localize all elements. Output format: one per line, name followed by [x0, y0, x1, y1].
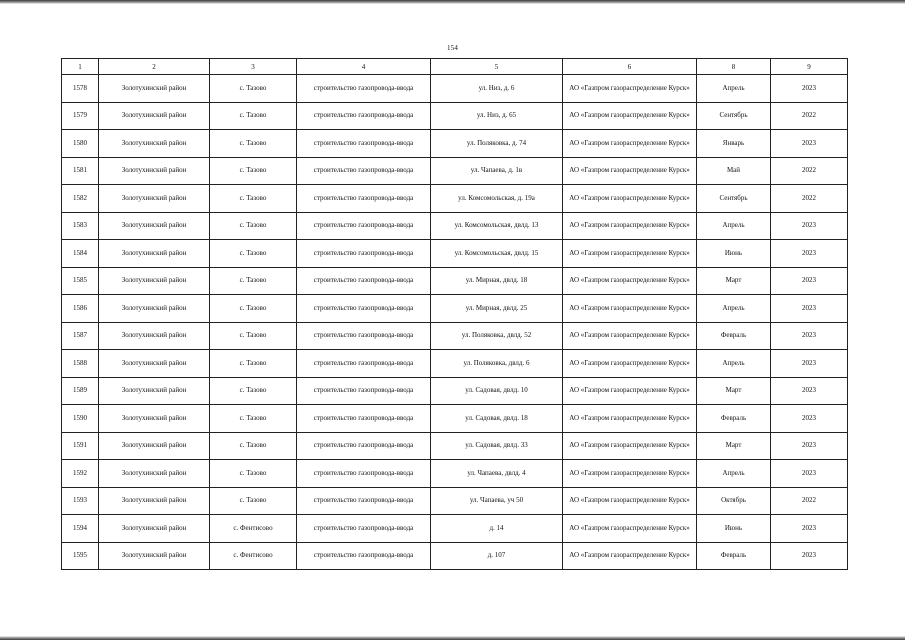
row-number-cell: 1580: [62, 130, 99, 158]
year-cell: 2023: [771, 377, 848, 405]
address-cell: ул. Поляковка, д. 74: [431, 130, 563, 158]
month-cell: Октябрь: [697, 487, 771, 515]
settlement-cell: с. Тазово: [210, 267, 297, 295]
year-cell: 2023: [771, 322, 848, 350]
address-cell: ул. Мирная, двлд. 25: [431, 295, 563, 323]
month-cell: Июнь: [697, 515, 771, 543]
district-cell: Золотухинский район: [99, 267, 210, 295]
work-type-cell: строительство газопровода-ввода: [297, 75, 431, 103]
table-row: [62, 102, 848, 130]
address-cell: ул. Чапаева, д. 1в: [431, 157, 563, 185]
district-cell: Золотухинский район: [99, 212, 210, 240]
organization-cell: АО «Газпром газораспределение Курск»: [563, 322, 697, 350]
settlement-cell: с. Тазово: [210, 212, 297, 240]
organization-cell: АО «Газпром газораспределение Курск»: [563, 377, 697, 405]
work-type-cell: строительство газопровода-ввода: [297, 157, 431, 185]
district-cell: Золотухинский район: [99, 542, 210, 570]
table-row: [62, 157, 848, 185]
work-type-cell: строительство газопровода-ввода: [297, 515, 431, 543]
address-cell: ул. Низ, д. 6: [431, 75, 563, 103]
organization-cell: АО «Газпром газораспределение Курск»: [563, 350, 697, 378]
month-cell: Июнь: [697, 240, 771, 268]
year-cell: 2023: [771, 267, 848, 295]
work-type-cell: строительство газопровода-ввода: [297, 350, 431, 378]
table-row: [62, 432, 848, 460]
table-row: [62, 322, 848, 350]
table-row: [62, 212, 848, 240]
year-cell: 2023: [771, 130, 848, 158]
district-cell: Золотухинский район: [99, 130, 210, 158]
year-cell: 2023: [771, 515, 848, 543]
address-cell: ул. Мирная, двлд. 18: [431, 267, 563, 295]
table-row: [62, 515, 848, 543]
table-row: [62, 295, 848, 323]
year-cell: 2022: [771, 185, 848, 213]
row-number-cell: 1593: [62, 487, 99, 515]
row-number-cell: 1590: [62, 405, 99, 433]
district-cell: Золотухинский район: [99, 487, 210, 515]
work-type-cell: строительство газопровода-ввода: [297, 295, 431, 323]
district-cell: Золотухинский район: [99, 240, 210, 268]
address-cell: ул. Чапаева, уч 50: [431, 487, 563, 515]
work-type-cell: строительство газопровода-ввода: [297, 405, 431, 433]
page-number: 154: [446, 44, 459, 52]
table-header-row: [62, 59, 848, 75]
month-cell: Февраль: [697, 405, 771, 433]
settlement-cell: с. Тазово: [210, 240, 297, 268]
address-cell: ул. Поляковка, двлд. 52: [431, 322, 563, 350]
work-type-cell: строительство газопровода-ввода: [297, 487, 431, 515]
organization-cell: АО «Газпром газораспределение Курск»: [563, 75, 697, 103]
organization-cell: АО «Газпром газораспределение Курск»: [563, 212, 697, 240]
row-number-cell: 1589: [62, 377, 99, 405]
month-cell: Апрель: [697, 460, 771, 488]
scan-edge-bottom: [0, 636, 905, 640]
organization-cell: АО «Газпром газораспределение Курск»: [563, 240, 697, 268]
work-type-cell: строительство газопровода-ввода: [297, 185, 431, 213]
district-cell: Золотухинский район: [99, 377, 210, 405]
address-cell: ул. Садовая, двлд. 10: [431, 377, 563, 405]
organization-cell: АО «Газпром газораспределение Курск»: [563, 432, 697, 460]
settlement-cell: с. Тазово: [210, 405, 297, 433]
column-header: 4: [297, 59, 431, 75]
row-number-cell: 1588: [62, 350, 99, 378]
district-cell: Золотухинский район: [99, 157, 210, 185]
district-cell: Золотухинский район: [99, 515, 210, 543]
table-row: [62, 542, 848, 570]
year-cell: 2023: [771, 542, 848, 570]
work-type-cell: строительство газопровода-ввода: [297, 102, 431, 130]
month-cell: Март: [697, 432, 771, 460]
settlement-cell: с. Тазово: [210, 350, 297, 378]
organization-cell: АО «Газпром газораспределение Курск»: [563, 267, 697, 295]
row-number-cell: 1579: [62, 102, 99, 130]
row-number-cell: 1594: [62, 515, 99, 543]
row-number-cell: 1586: [62, 295, 99, 323]
row-number-cell: 1585: [62, 267, 99, 295]
work-type-cell: строительство газопровода-ввода: [297, 322, 431, 350]
month-cell: Сентябрь: [697, 102, 771, 130]
table-row: [62, 377, 848, 405]
month-cell: Март: [697, 267, 771, 295]
district-cell: Золотухинский район: [99, 350, 210, 378]
year-cell: 2023: [771, 460, 848, 488]
column-header: 3: [210, 59, 297, 75]
column-header: 8: [697, 59, 771, 75]
year-cell: 2023: [771, 405, 848, 433]
settlement-cell: с. Тазово: [210, 295, 297, 323]
address-cell: ул. Комсомольская, двлд. 13: [431, 212, 563, 240]
organization-cell: АО «Газпром газораспределение Курск»: [563, 542, 697, 570]
settlement-cell: с. Тазово: [210, 377, 297, 405]
organization-cell: АО «Газпром газораспределение Курск»: [563, 185, 697, 213]
month-cell: Май: [697, 157, 771, 185]
settlement-cell: с. Тазово: [210, 322, 297, 350]
year-cell: 2023: [771, 295, 848, 323]
month-cell: Март: [697, 377, 771, 405]
year-cell: 2023: [771, 350, 848, 378]
address-cell: д. 107: [431, 542, 563, 570]
month-cell: Апрель: [697, 212, 771, 240]
column-header: 6: [563, 59, 697, 75]
settlement-cell: с. Тазово: [210, 102, 297, 130]
year-cell: 2022: [771, 102, 848, 130]
organization-cell: АО «Газпром газораспределение Курск»: [563, 157, 697, 185]
settlement-cell: с. Тазово: [210, 130, 297, 158]
work-type-cell: строительство газопровода-ввода: [297, 432, 431, 460]
settlement-cell: с. Тазово: [210, 460, 297, 488]
organization-cell: АО «Газпром газораспределение Курск»: [563, 295, 697, 323]
settlement-cell: с. Фентисово: [210, 542, 297, 570]
year-cell: 2022: [771, 157, 848, 185]
scan-edge-top: [0, 0, 905, 4]
organization-cell: АО «Газпром газораспределение Курск»: [563, 487, 697, 515]
district-cell: Золотухинский район: [99, 322, 210, 350]
register-table: [61, 58, 848, 570]
work-type-cell: строительство газопровода-ввода: [297, 460, 431, 488]
address-cell: ул. Поляковка, двлд. 6: [431, 350, 563, 378]
row-number-cell: 1581: [62, 157, 99, 185]
address-cell: ул. Чапаева, двлд. 4: [431, 460, 563, 488]
table-row: [62, 267, 848, 295]
district-cell: Золотухинский район: [99, 405, 210, 433]
month-cell: Январь: [697, 130, 771, 158]
work-type-cell: строительство газопровода-ввода: [297, 212, 431, 240]
settlement-cell: с. Тазово: [210, 157, 297, 185]
address-cell: ул. Низ, д. 65: [431, 102, 563, 130]
settlement-cell: с. Фентисово: [210, 515, 297, 543]
month-cell: Апрель: [697, 350, 771, 378]
row-number-cell: 1595: [62, 542, 99, 570]
row-number-cell: 1583: [62, 212, 99, 240]
organization-cell: АО «Газпром газораспределение Курск»: [563, 460, 697, 488]
row-number-cell: 1584: [62, 240, 99, 268]
settlement-cell: с. Тазово: [210, 185, 297, 213]
row-number-cell: 1591: [62, 432, 99, 460]
year-cell: 2022: [771, 487, 848, 515]
organization-cell: АО «Газпром газораспределение Курск»: [563, 102, 697, 130]
address-cell: ул. Комсомольская, двлд. 15: [431, 240, 563, 268]
table-row: [62, 185, 848, 213]
table-row: [62, 350, 848, 378]
table-row: [62, 75, 848, 103]
month-cell: Февраль: [697, 542, 771, 570]
organization-cell: АО «Газпром газораспределение Курск»: [563, 130, 697, 158]
year-cell: 2023: [771, 432, 848, 460]
work-type-cell: строительство газопровода-ввода: [297, 130, 431, 158]
column-header: 1: [62, 59, 99, 75]
year-cell: 2023: [771, 240, 848, 268]
year-cell: 2023: [771, 75, 848, 103]
row-number-cell: 1578: [62, 75, 99, 103]
work-type-cell: строительство газопровода-ввода: [297, 240, 431, 268]
column-header: 5: [431, 59, 563, 75]
work-type-cell: строительство газопровода-ввода: [297, 377, 431, 405]
month-cell: Февраль: [697, 322, 771, 350]
district-cell: Золотухинский район: [99, 460, 210, 488]
table-row: [62, 240, 848, 268]
table-row: [62, 487, 848, 515]
address-cell: ул. Комсомольская, д. 19а: [431, 185, 563, 213]
table-body: [62, 75, 848, 570]
table-row: [62, 405, 848, 433]
month-cell: Апрель: [697, 295, 771, 323]
row-number-cell: 1582: [62, 185, 99, 213]
organization-cell: АО «Газпром газораспределение Курск»: [563, 515, 697, 543]
address-cell: ул. Садовая, двлд. 18: [431, 405, 563, 433]
organization-cell: АО «Газпром газораспределение Курск»: [563, 405, 697, 433]
district-cell: Золотухинский район: [99, 295, 210, 323]
table-row: [62, 130, 848, 158]
settlement-cell: с. Тазово: [210, 432, 297, 460]
district-cell: Золотухинский район: [99, 75, 210, 103]
row-number-cell: 1587: [62, 322, 99, 350]
year-cell: 2023: [771, 212, 848, 240]
column-header: 2: [99, 59, 210, 75]
work-type-cell: строительство газопровода-ввода: [297, 267, 431, 295]
table-row: [62, 460, 848, 488]
district-cell: Золотухинский район: [99, 185, 210, 213]
work-type-cell: строительство газопровода-ввода: [297, 542, 431, 570]
row-number-cell: 1592: [62, 460, 99, 488]
month-cell: Апрель: [697, 75, 771, 103]
settlement-cell: с. Тазово: [210, 487, 297, 515]
column-header: 9: [771, 59, 848, 75]
settlement-cell: с. Тазово: [210, 75, 297, 103]
month-cell: Сентябрь: [697, 185, 771, 213]
address-cell: ул. Садовая, двлд. 33: [431, 432, 563, 460]
address-cell: д. 14: [431, 515, 563, 543]
district-cell: Золотухинский район: [99, 432, 210, 460]
district-cell: Золотухинский район: [99, 102, 210, 130]
